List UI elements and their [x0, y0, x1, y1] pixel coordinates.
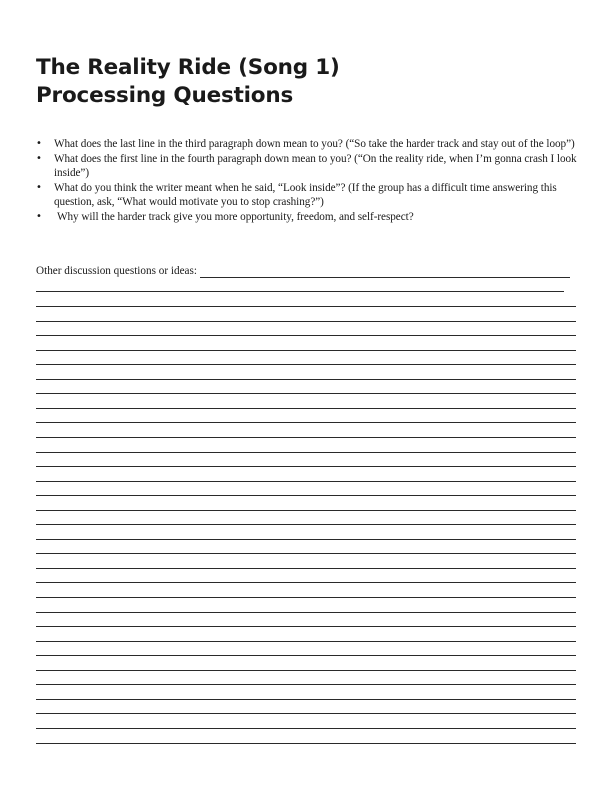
writing-line[interactable]	[36, 321, 576, 322]
writing-line[interactable]	[36, 379, 576, 380]
writing-line[interactable]	[36, 713, 576, 714]
writing-line[interactable]	[36, 670, 576, 671]
writing-line[interactable]	[36, 306, 576, 307]
writing-line[interactable]	[36, 437, 576, 438]
discussion-prompt	[36, 264, 570, 278]
question-text: What does the last line in the third paragraph down mean to you? (“So take the harder track and stay out of the loop”)	[54, 138, 575, 150]
writing-line[interactable]	[36, 452, 576, 453]
question-text: What do you think the writer meant when he said, “Look inside”? (If the group has a difficult time answering this question, ask, “What would motivate you to stop crashing?”)	[54, 181, 557, 209]
discussion-label: Other discussion questions or ideas:	[36, 265, 197, 277]
writing-line[interactable]	[36, 291, 564, 292]
bullet-icon: •	[36, 152, 42, 164]
question-list	[36, 137, 584, 225]
writing-line[interactable]	[36, 510, 576, 511]
writing-line[interactable]	[36, 524, 576, 525]
question-item	[36, 210, 584, 225]
question-item	[36, 152, 584, 181]
writing-line[interactable]	[36, 350, 576, 351]
question-item	[36, 181, 584, 210]
writing-line[interactable]	[36, 655, 576, 656]
writing-line[interactable]	[36, 699, 576, 700]
writing-line[interactable]	[36, 743, 576, 744]
writing-line[interactable]	[36, 582, 576, 583]
title-line-2: Processing Questions	[36, 83, 294, 108]
writing-line[interactable]	[36, 684, 576, 685]
writing-line[interactable]	[36, 641, 576, 642]
writing-line[interactable]	[36, 626, 576, 627]
writing-line[interactable]	[36, 728, 576, 729]
writing-line[interactable]	[36, 364, 576, 365]
writing-line[interactable]	[36, 466, 576, 467]
writing-line[interactable]	[36, 335, 576, 336]
question-item	[36, 137, 584, 152]
title-line-1: The Reality Ride (Song 1)	[36, 55, 340, 80]
writing-line[interactable]	[36, 481, 576, 482]
discussion-answer-line[interactable]	[200, 266, 570, 278]
question-text: What does the first line in the fourth paragraph down mean to you? (“On the reality ride, when I’m gonna crash I look inside”)	[54, 152, 577, 180]
writing-line[interactable]	[36, 597, 576, 598]
writing-line[interactable]	[36, 393, 576, 394]
page-title	[36, 54, 340, 110]
bullet-icon: •	[36, 181, 42, 193]
question-text: Why will the harder track give you more opportunity, freedom, and self-respect?	[57, 210, 414, 223]
writing-line[interactable]	[36, 495, 576, 496]
bullet-icon: •	[36, 210, 42, 222]
writing-line[interactable]	[36, 568, 576, 569]
writing-line[interactable]	[36, 612, 576, 613]
writing-line[interactable]	[36, 553, 576, 554]
bullet-icon: •	[36, 138, 42, 149]
writing-line[interactable]	[36, 422, 576, 423]
writing-line[interactable]	[36, 539, 576, 540]
writing-line[interactable]	[36, 408, 576, 409]
